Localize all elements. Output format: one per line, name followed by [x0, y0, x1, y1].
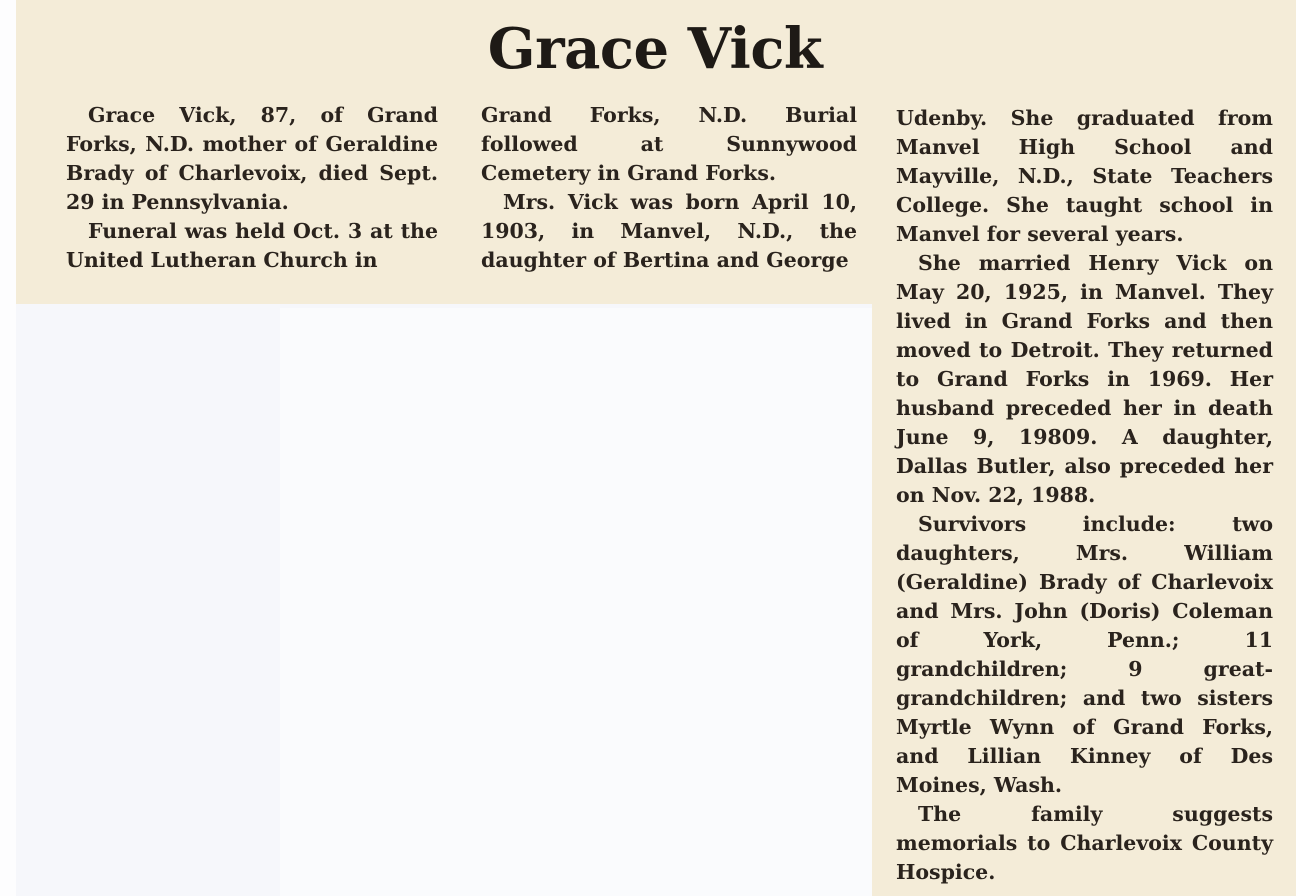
column-3 [896, 104, 1273, 887]
blank-area-inner [280, 308, 872, 896]
column-2 [481, 101, 857, 275]
paragraph: Mrs. Vick was born April 10, 1903, in Manvel, N.D., the daughter of Bertina and George [481, 190, 857, 272]
paragraph: Grace Vick, 87, of Grand Forks, N.D. mother of Geraldine Brady of Charlevoix, died Sept. 29 in Pennsylvania. [66, 103, 438, 214]
obituary-headline: Grace Vick [487, 16, 823, 82]
paragraph: She married Henry Vick on May 20, 1925, in Manvel. They lived in Grand Forks and then moved to Detroit. They returned to Grand Forks in 1969. Her husband preceded her in death June 9, 19809. A daughter, Dallas Butler, also preceded her on Nov. 22, 1988. [896, 251, 1273, 507]
scan-margin [0, 0, 16, 896]
paragraph: Funeral was held Oct. 3 at the United Lutheran Church in [66, 219, 438, 272]
column-1 [66, 101, 438, 275]
paragraph: Survivors include: two daughters, Mrs. William (Geraldine) Brady of Charlevoix and Mrs. John (Doris) Coleman of York, Penn.; 11 grandchildren; 9 great-grandchildren; and two sisters Myrtle Wynn of Grand Forks, and Lillian Kinney of Des Moines, Wash. [896, 512, 1273, 797]
paragraph: The family suggests memorials to Charlevoix County Hospice. [896, 802, 1273, 884]
paragraph: Udenby. She graduated from Manvel High School and Mayville, N.D., State Teachers College. She taught school in Manvel for several years. [896, 106, 1273, 246]
paragraph: Grand Forks, N.D. Burial followed at Sunnywood Cemetery in Grand Forks. [481, 103, 857, 185]
